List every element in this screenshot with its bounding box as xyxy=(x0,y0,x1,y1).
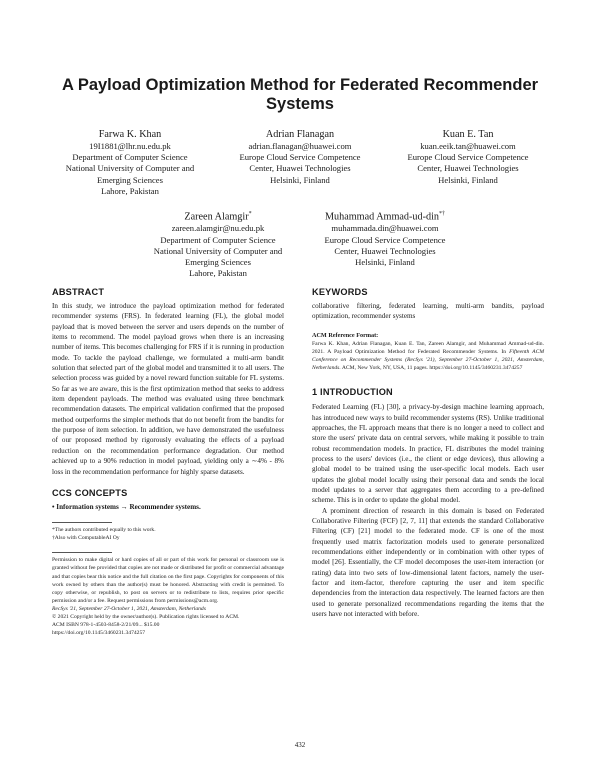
reference-authors: Farwa K. Khan, Adrian Flanagan, Kuan E. Tan, Zareen Alamgir, and Muhammad Ammad-ud-din. 2021. A Payload Optimization Method for Federated Recommender Systems. In xyxy=(312,340,544,355)
author-affiliation: Department of Computer Science xyxy=(72,152,188,163)
abstract-heading: ABSTRACT xyxy=(52,287,105,297)
conference-line: RecSys '21, September 27-October 1, 2021, Amsterdam, Netherlands xyxy=(52,605,206,612)
author-name: Muhammad Ammad-ud-din xyxy=(324,211,440,223)
author-location: Lahore, Pakistan xyxy=(189,268,247,279)
right-column xyxy=(312,286,544,619)
author-name: Kuan E. Tan xyxy=(442,129,494,140)
left-column xyxy=(52,286,284,637)
page-number: 432 xyxy=(294,741,306,749)
author-block xyxy=(220,128,380,186)
author-affiliation: Center, Huawei Technologies xyxy=(249,163,351,174)
author-block xyxy=(50,128,210,197)
author-location: Helsinki, Finland xyxy=(355,257,415,267)
author-affiliation: Europe Cloud Service Competence xyxy=(239,152,361,163)
author-name: Farwa K. Khan xyxy=(98,129,162,140)
permission-rule xyxy=(52,552,112,553)
author-email: zareen.alamgir@nu.edu.pk xyxy=(171,223,265,234)
author-block xyxy=(138,208,298,279)
author-affiliation: Europe Cloud Service Competence xyxy=(407,152,529,163)
isbn-line: ACM ISBN 978-1-4503-8458-2/21/09... $15.00 xyxy=(52,622,160,629)
author-mark: *† xyxy=(439,211,446,217)
author-block xyxy=(388,128,548,186)
ccs-concepts: • Information systems → Recommender systems. xyxy=(52,502,201,511)
author-email: 19I1881@lhr.nu.edu.pk xyxy=(89,141,171,151)
footnote-rule xyxy=(52,522,112,523)
reference-venue: Fifteenth ACM Conference on Recommender Systems (RecSys '21), September 27-October 1, 2021, Amsterdam, Netherlands. xyxy=(312,348,544,372)
footnote: *The authors contributed equally to this work. xyxy=(52,527,156,534)
author-affiliation: Center, Huawei Technologies xyxy=(417,163,519,174)
doi-link[interactable]: https://doi.org/10.1145/3460231.3474257 xyxy=(52,630,146,637)
author-block xyxy=(300,208,470,268)
author-affiliation: National University of Computer and Emerging Sciences xyxy=(65,163,195,185)
paper-title: A Payload Optimization Method for Federated Recommender Systems xyxy=(61,76,539,113)
copyright-line: © 2021 Copyright held by the owner/author(s). Publication rights licensed to ACM. xyxy=(52,614,240,621)
author-email: muhammada.din@huawei.com xyxy=(331,223,439,234)
author-email: kuan.eeik.tan@huawei.com xyxy=(420,141,516,151)
introduction-heading: 1 INTRODUCTION xyxy=(312,387,393,398)
reference-format-heading: ACM Reference Format: xyxy=(312,331,379,339)
author-affiliation: Europe Cloud Service Competence xyxy=(324,234,446,245)
author-mark: * xyxy=(248,211,252,217)
author-affiliation: Department of Computer Science xyxy=(160,234,276,245)
keywords-text: collaborative filtering, federated learning, multi-arm bandits, payload optimization, recommender systems xyxy=(312,302,544,321)
author-affiliation: Center, Huawei Technologies xyxy=(334,245,436,256)
ccs-heading: CCS CONCEPTS xyxy=(52,487,128,498)
author-location: Lahore, Pakistan xyxy=(101,185,159,196)
author-email: adrian.flanagan@huawei.com xyxy=(248,141,352,151)
introduction-paragraph: Federated Learning (FL) [30], a privacy-by-design machine learning approach, has introduced new ways to build recommender systems (RS). Unlike traditional approaches, the FL approach means that there is no longer a need to collect and store the users' private data on central servers, while making it possible to train robust recommendation models. In practice, FL distributes the model training process to the users' devices (i.e., the client or edge devices), thus allowing a global model to be trained using the user-specific local models. Each user updates the global model locally using their personal data and sends the local model updates to a server that aggregates them according to a pre-defined scheme. This is in order to update the global model. xyxy=(312,403,544,505)
author-affiliation: National University of Computer and Emerging Sciences xyxy=(153,245,283,267)
keywords-heading: KEYWORDS xyxy=(312,287,368,297)
permission-notice: Permission to make digital or hard copies of all or part of this work for personal or classroom use is granted without fee provided that copies are not made or distributed for profit or commercial advantage and that copies bear this notice and the full citation on the first page. Copyrights for components of this work owned by others than the author(s) must be honored. Abstracting with credit is permitted. To copy otherwise, or republish, to post on servers or to redistribute to lists, requires prior specific permission and/or a fee. Request permissions from permissions@acm.org. xyxy=(52,557,284,604)
author-name: Zareen Alamgir xyxy=(184,211,249,223)
footnote: †Also with ComputableAI Oy xyxy=(52,535,120,542)
abstract-text: In this study, we introduce the payload optimization method for federated recommender systems (FRS). In federated learning (FL), the global model payload that is moved between the server and users depends on the number of items to recommend. The model payload grows when there is an increasing number of items. This becomes challenging for FRS if it is running in production mode. To tackle the payload challenge, we formulated a multi-arm bandit solution that selected part of the global model and transmitted it to all users. The selection process was guided by a novel reward function suitable for FL systems. So far as we are aware, this is the first optimization method that seeks to address item dependent payloads. The method was evaluated using three benchmark recommendation datasets. The empirical validation confirmed that the proposed method outperforms the simpler methods that do not benefit from the bandits for the purpose of item selection. In addition, we have demonstrated the usefulness of our proposed method by rigorously evaluating the effects of a payload reduction on the recommendation performance degradation. Our method achieved up to a 90% reduction in model payload, yielding only a ∼4% - 8% loss in the recommendation performance for highly sparse datasets. xyxy=(52,302,284,476)
reference-tail: ACM, New York, NY, USA, 11 pages. https://doi.org/10.1145/3460231.3474257 xyxy=(340,365,523,372)
author-location: Helsinki, Finland xyxy=(270,174,330,185)
author-name: Adrian Flanagan xyxy=(265,129,335,140)
author-location: Helsinki, Finland xyxy=(438,174,498,185)
introduction-paragraph: A prominent direction of research in this domain is based on Federated Collaborative Filtering (FCF) [2, 7, 11] that extends the standard Collaborative Filtering (CF) [21] model to the federated mode. CF is one of the most frequently used matrix factorization models used to generate personalized recommendations either independently or in combination with other types of model [26]. Essentially, the CF model decomposes the user-item interaction (or rating) data into two sets of low-dimensional latent factors, namely the user-factor and item-factor, therefore capturing the user and item specific dependencies from the interaction data respectively. The learned factors are then used to generate personalized recommendations regarding the items that the users have not interacted with before. xyxy=(312,506,544,619)
